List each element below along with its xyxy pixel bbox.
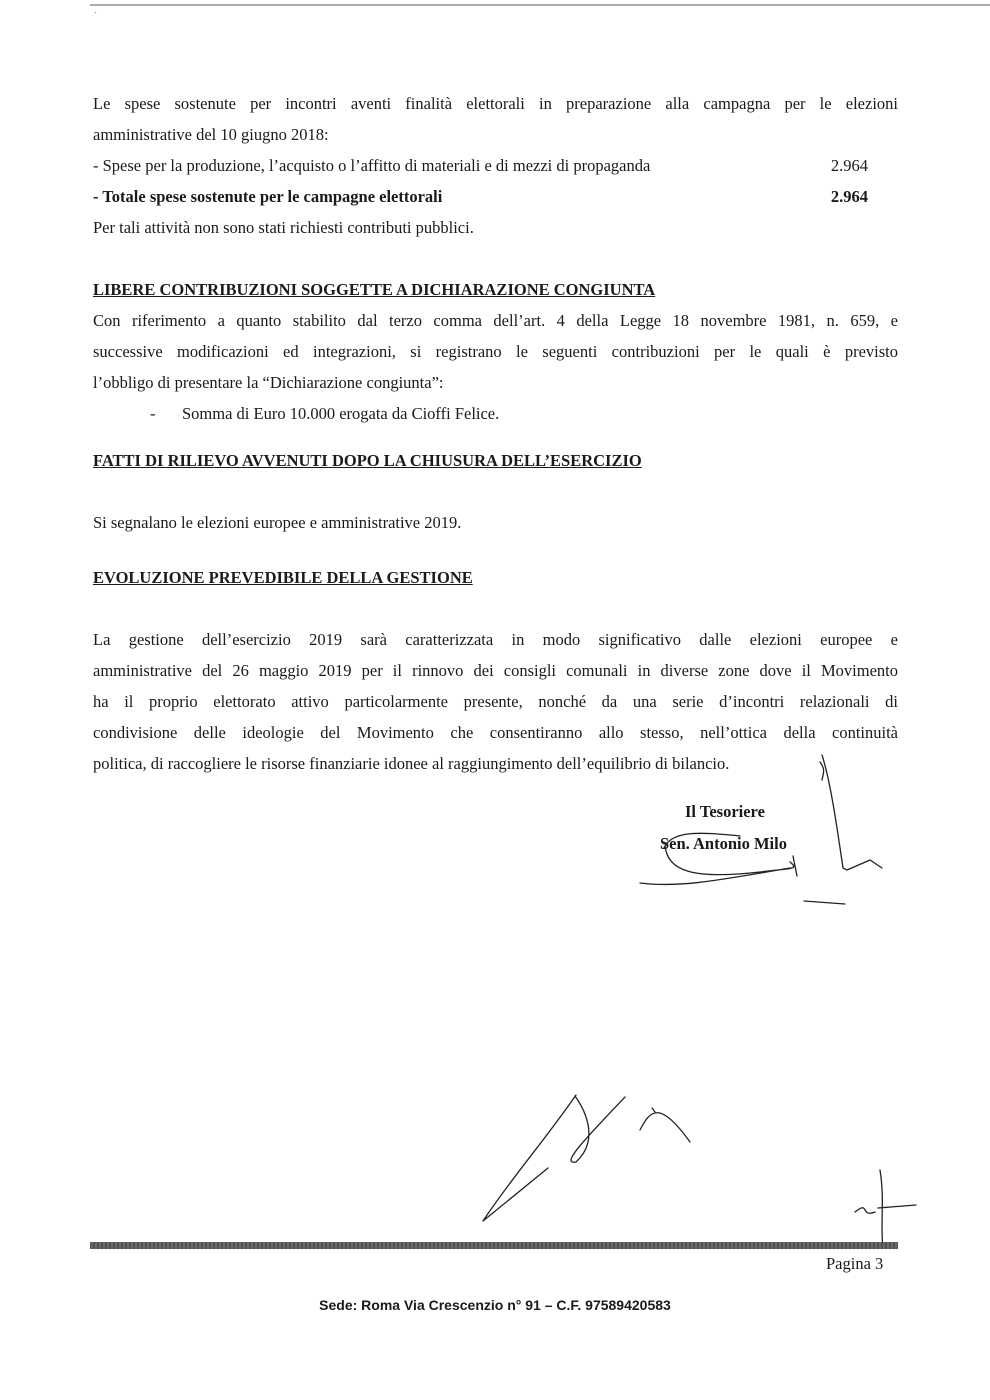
intro-paragraph [93, 88, 898, 150]
outlook-line: ha il proprio elettorato attivo particolarmente presente, nonché da una serie d’incontri relazionali di [93, 692, 898, 711]
contributions-line: Con riferimento a quanto stabilito dal terzo comma dell’art. 4 della Legge 18 novembre 1981, n. 659, e [93, 311, 898, 330]
outlook-line: La gestione dell’esercizio 2019 sarà caratterizzata in modo significativo dalle elezioni europee e [93, 630, 898, 649]
signatory-title: Il Tesoriere [685, 802, 765, 821]
contributions-line: l’obbligo di presentare la “Dichiarazione congiunta”: [93, 373, 444, 392]
expense-row [93, 150, 898, 181]
outlook-line: condivisione delle ideologie del Movimento che consentiranno allo stesso, nell’ottica della continuità [93, 723, 898, 742]
expense-value: 2.964 [830, 156, 868, 175]
contribution-bullet [93, 398, 898, 429]
outlook-line: politica, di raccogliere le risorse finanziarie idonee al raggiungimento dell’equilibrio di bilancio. [93, 754, 730, 773]
document-body [93, 88, 898, 779]
intro-line: Le spese sostenute per incontri aventi finalità elettorali in preparazione alla campagna per le elezioni [93, 94, 898, 113]
top-scan-rule [0, 0, 990, 14]
contributions-line: successive modificazioni ed integrazioni, si registrano le seguenti contribuzioni per le quali è previsto [93, 342, 898, 361]
signature-block [660, 796, 787, 860]
footer-rule [90, 1242, 898, 1249]
contributions-paragraph [93, 305, 898, 398]
section-heading-contributions: LIBERE CONTRIBUZIONI SOGGETTE A DICHIARAZIONE CONGIUNTA [93, 280, 656, 299]
no-contributions-note: Per tali attività non sono stati richiesti contributi pubblici. [93, 218, 474, 237]
outlook-line: amministrative del 26 maggio 2019 per il rinnovo dei consigli comunali in diverse zone dove il Movimento [93, 661, 898, 680]
section-heading-events: FATTI DI RILIEVO AVVENUTI DOPO LA CHIUSURA DELL’ESERCIZIO [93, 451, 642, 470]
expense-total-label: - Totale spese sostenute per le campagne elettorali [93, 187, 443, 206]
page-number: Pagina 3 [826, 1254, 884, 1273]
bullet-text: Somma di Euro 10.000 erogata da Cioffi Felice. [182, 404, 500, 423]
bullet-dash: - [150, 404, 156, 423]
expense-label: - Spese per la produzione, l’acquisto o l’affitto di materiali e di mezzi di propaganda [93, 156, 651, 175]
signatory-name: Sen. Antonio Milo [660, 834, 787, 853]
outlook-paragraph [93, 624, 898, 779]
intro-line: amministrative del 10 giugno 2018: [93, 125, 329, 144]
events-text: Si segnalano le elezioni europee e amministrative 2019. [93, 513, 462, 532]
expense-total-value: 2.964 [830, 187, 868, 206]
expense-total-row [93, 181, 898, 212]
footer-address: Sede: Roma Via Crescenzio n° 91 – C.F. 97589420583 [319, 1297, 671, 1313]
section-heading-outlook: EVOLUZIONE PREVEDIBILE DELLA GESTIONE [93, 568, 473, 587]
